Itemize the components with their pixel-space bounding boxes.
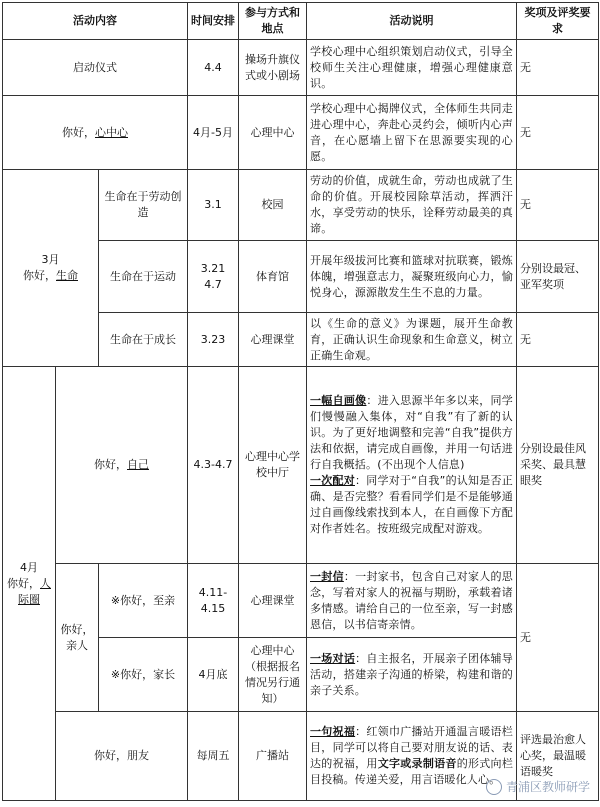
month-prefix: 你好， [23, 269, 56, 282]
desc-text: ：同学对于“自我”的认知是否正确、是否完整？看看同学们是不是能够通过自画像线索找到本人，在自画像下方配对作者姓名。按班级完成配对游戏。 [310, 474, 513, 535]
time-line: 4.7 [204, 277, 222, 291]
desc-text: ：一封家书，包含自己对家人的思念，写着对家人的祝福与期盼，承载着诸多情感。请给自己的一位至亲，写一封感恩信，以书信寄亲情。 [310, 569, 514, 631]
desc-bold: 文字或录制语音 [377, 757, 457, 770]
family-label: 你好，亲人 [56, 564, 99, 712]
desc-text: ：红领巾广播站开通温言暖语栏目，同学可以将自己要对朋友说的话、表达的祝福，用 [310, 725, 513, 770]
row-desc: 开展年级拔河比赛和篮球对抗联赛，锻炼体魄，增强意志力，凝聚班级向心力，愉悦身心，源源散发生生不息的力量。 [307, 241, 517, 313]
month-label: 4月 [20, 560, 38, 574]
desc-title: 一次配对 [310, 474, 355, 487]
sub-topic: 生命在于运动 [99, 241, 188, 313]
row-method: 广播站 [239, 712, 307, 801]
row-time: 每周五 [188, 712, 239, 801]
row-time [188, 241, 239, 313]
row-time: 4月-5月 [188, 96, 239, 170]
desc-part [310, 473, 513, 537]
row-method: 心理课堂 [239, 564, 307, 638]
sub-topic: 生命在于成长 [99, 313, 188, 367]
month-topic: 生命 [56, 269, 78, 282]
row-time: 4.3-4.7 [188, 367, 239, 564]
row-award: 无 [517, 564, 599, 712]
activity-table [2, 2, 599, 801]
time-line: 3.21 [200, 261, 226, 275]
row-desc: 以《生命的意义》为课题，展开生命教育，正确认识生命现象和生命意义，树立正确生命观。 [307, 313, 517, 367]
row-desc [307, 367, 517, 564]
row-award: 分别设最冠、亚军奖项 [517, 241, 599, 313]
month-label: 3月 [41, 253, 60, 266]
desc-title: 一场对话 [310, 651, 356, 665]
watermark [486, 778, 590, 795]
header-award: 奖项及评奖要求 [517, 3, 599, 40]
header-desc: 活动说明 [307, 3, 517, 40]
wechat-icon [486, 779, 502, 795]
row-time: 4.4 [188, 40, 239, 96]
row-method: 心理中心学校中厅 [239, 367, 307, 564]
row-method: 心理中心 [239, 96, 307, 170]
header-method: 参与方式和地点 [239, 3, 307, 40]
row-prefix: 你好， [62, 125, 95, 139]
row-content: 启动仪式 [3, 40, 188, 96]
row-award: 无 [517, 40, 599, 96]
row-method: 操场升旗仪式或小剧场 [239, 40, 307, 96]
row-time: 4月底 [188, 638, 239, 712]
watermark-text: 青浦区教师研学 [505, 780, 590, 794]
month-april [3, 367, 56, 801]
table-row [3, 96, 599, 170]
row-method: 校园 [239, 170, 307, 241]
sub-topic-underlined: 自己 [127, 458, 149, 471]
row-time: 3.23 [188, 313, 239, 367]
row-award: 无 [517, 170, 599, 241]
month-topic: 人际圈 [18, 576, 51, 606]
row-desc: 劳动的价值，成就生命，劳动也成就了生命的价值。开展校园除草活动，挥洒汗水，享受劳动的快乐，诠释劳动最美的真谛。 [307, 170, 517, 241]
row-time: 4.11-4.15 [188, 564, 239, 638]
sub-prefix: 你好， [94, 458, 127, 471]
table-row [3, 170, 599, 241]
table-row [3, 40, 599, 96]
friend-label: 你好，朋友 [56, 712, 188, 801]
row-award: 无 [517, 313, 599, 367]
month-topic-line [6, 576, 52, 608]
header-content: 活动内容 [3, 3, 188, 40]
desc-part [310, 393, 513, 473]
row-award: 分别设最佳风采奖、最具慧眼奖 [517, 367, 599, 564]
sub-topic: 生命在于劳动创造 [99, 170, 188, 241]
header-row [3, 3, 599, 40]
desc-text: ：自主报名，开展亲子团体辅导活动，搭建亲子沟通的桥梁，构建和谐的亲子关系。 [310, 651, 513, 697]
row-desc [307, 638, 517, 712]
sub-topic: ※你好，至亲 [99, 564, 188, 638]
desc-text: ：进入思源半年多以来，同学们慢慢融入集体，对“自我”有了新的认识。为了更好地调整和完善“自我”提供方法和依据，请完成自画像，并用一句话进行自我概括。(不出现个人信息) [310, 394, 514, 471]
row-desc: 学校心理中心组织策划启动仪式，引导全校师生关注心理健康，增强心理健康意识。 [307, 40, 517, 96]
table-row [3, 367, 599, 564]
row-desc: 学校心理中心揭牌仪式，全体师生共同走进心理中心，奔赴心灵约会，倾听内心声音，在心愿墙上留下在思源要实现的心愿。 [307, 96, 517, 170]
row-award: 无 [517, 96, 599, 170]
row-content [3, 96, 188, 170]
month-topic-line [6, 268, 95, 284]
month-prefix: 你好， [7, 576, 40, 590]
row-topic: 心中心 [95, 125, 128, 139]
sub-topic: ※你好，家长 [99, 638, 188, 712]
row-method: 心理课堂 [239, 313, 307, 367]
desc-title: 一幅自画像 [310, 394, 367, 407]
desc-title: 一句祝福 [310, 725, 356, 738]
header-time: 时间安排 [188, 3, 239, 40]
row-method: 体育馆 [239, 241, 307, 313]
desc-text: 的形式向栏目投稿。传递关爱，用言语暖化人心。 [310, 757, 514, 786]
row-desc [307, 564, 517, 638]
row-award: 评选最治愈人心奖，最温暖语暖奖 [517, 712, 599, 801]
month-march [3, 170, 99, 367]
row-time: 3.1 [188, 170, 239, 241]
table-row [3, 564, 599, 638]
desc-title: 一封信 [310, 569, 344, 583]
sub-topic [56, 367, 188, 564]
row-method: 心理中心（根据报名情况另行通知） [239, 638, 307, 712]
